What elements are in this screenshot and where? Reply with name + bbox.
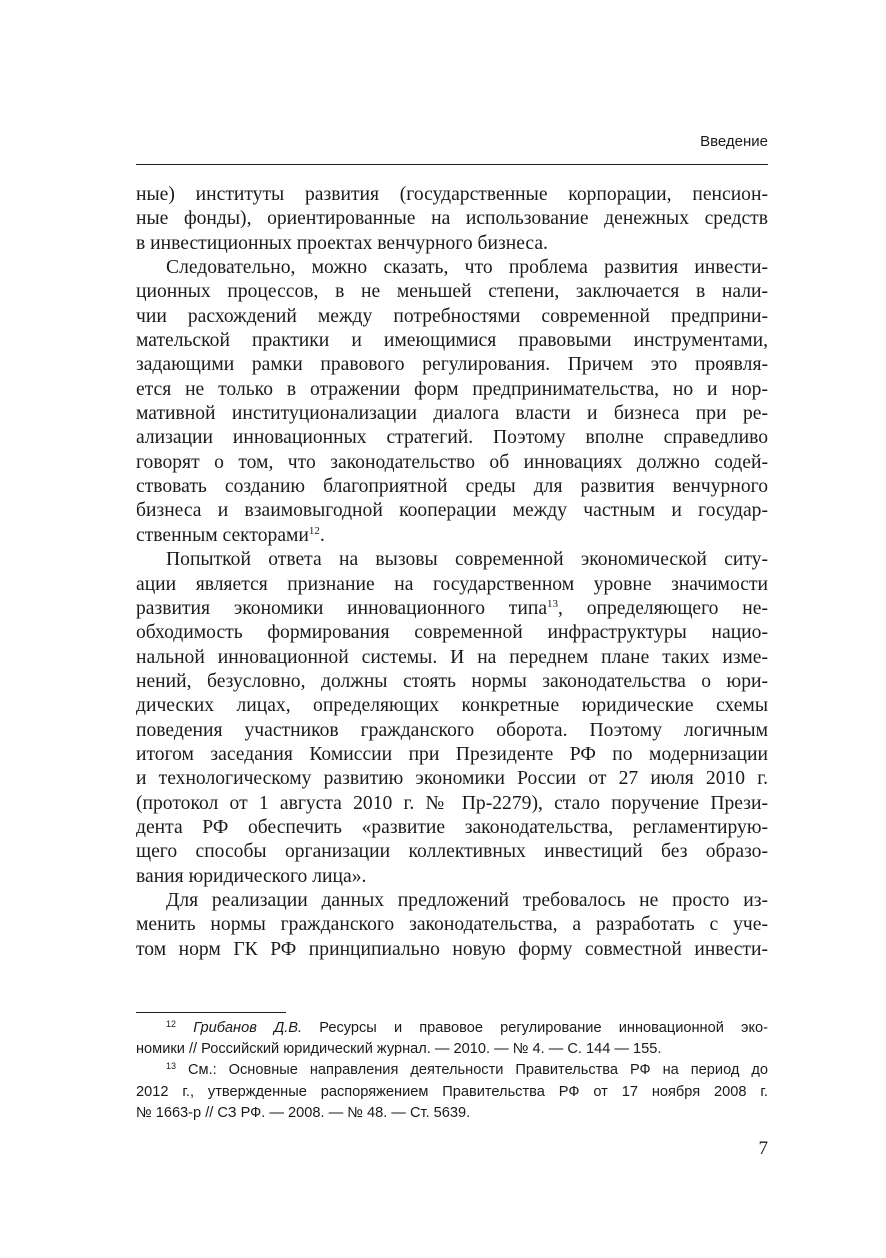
text-line: Попыткой ответа на вызовы современной экономической ситу- (166, 549, 768, 571)
text-line: щего способы организации коллективных инвестиций без образо- (136, 841, 768, 863)
text-line: ные) институты развития (государственные корпорации, пенсион- (136, 184, 768, 205)
text-line: Для реализации данных предложений требовалось не просто из- (166, 889, 768, 911)
text-line: ционных процессов, в не меньшей степени, заключается в нали- (136, 281, 768, 303)
text-fragment: ственным секторами (136, 524, 309, 546)
text-line: мательской практики и имеющимися правовыми инструментами, (136, 330, 768, 352)
text-line: номики // Российский юридический журнал. — 2010. — № 4. — С. 144 — 155. (136, 1041, 662, 1058)
body-text (136, 183, 768, 962)
text-line (136, 597, 768, 621)
text-line: чии расхождений между потребностями современной предприни- (136, 305, 768, 327)
text-line: говорят о том, что законодательство об инновациях должно содей- (136, 451, 768, 473)
text-fragment: Ресурсы и правовое регулирование инновационной эко- (302, 1020, 768, 1036)
text-line: ется не только в отражении форм предпринимательства, но и нор- (136, 378, 768, 400)
text-line: вания юридического лица». (136, 865, 367, 887)
running-head: Введение (700, 133, 768, 150)
text-line: нальной инновационной системы. И на переднем плане таких изме- (136, 646, 768, 668)
text-line: том норм ГК РФ принципиально новую форму совместной инвести- (136, 938, 768, 960)
footnote-13 (136, 1060, 768, 1124)
text-fragment: развития экономики инновационного типа (136, 597, 548, 619)
page-number: 7 (758, 1138, 768, 1159)
text-line: Следовательно, можно сказать, что проблема развития инвести- (166, 257, 768, 279)
text-fragment: , определяющего не- (558, 597, 768, 619)
text-line: задающими рамки правового регулирования. Причем это проявля- (136, 354, 768, 376)
text-line (136, 1018, 768, 1039)
header-rule (136, 164, 768, 165)
footnote-number: 12 (166, 1019, 177, 1029)
paragraph-3 (136, 548, 768, 889)
text-fragment: См.: Основные направления деятельности Правительства РФ на период до (176, 1062, 768, 1079)
text-line: ации является признание на государственном уровне значимости (136, 573, 768, 595)
text-line: № 1663-р // СЗ РФ. — 2008. — № 48. — Ст. 5639. (136, 1104, 471, 1121)
text-line: и технологическому развитию экономики России от 27 июля 2010 г. (136, 768, 768, 790)
text-line: поведения участников гражданского оборота. Поэтому логичным (136, 719, 768, 741)
footnote-12 (136, 1018, 768, 1060)
paragraph-1 (136, 183, 768, 256)
text-line: 2012 г., утвержденные распоряжением Правительства РФ от 17 ноября 2008 г. (136, 1083, 768, 1100)
text-line: ствовать созданию благоприятной среды для развития венчурного (136, 476, 768, 498)
text-line: мативной институционализации диалога власти и бизнеса при ре- (136, 403, 768, 425)
footnote-ref-13[interactable]: 13 (547, 597, 559, 610)
text-line: ные фонды), ориентированные на использование денежных средств (136, 208, 768, 230)
footnotes (136, 1018, 768, 1124)
paragraph-2 (136, 256, 768, 548)
text-line: бизнеса и взаимовыгодной кооперации между частным и государ- (136, 500, 768, 522)
text-line: нений, безусловно, должны стоять нормы законодательства о юри- (136, 670, 768, 692)
text-line: итогом заседания Комиссии при Президенте РФ по модернизации (136, 743, 768, 765)
footnote-author: Грибанов Д.В. (193, 1020, 303, 1036)
footnote-number: 13 (166, 1061, 177, 1072)
text-line: (протокол от 1 августа 2010 г. № Пр-2279), стало поручение Прези- (136, 792, 768, 814)
paragraph-4 (136, 889, 768, 962)
text-line: менить нормы гражданского законодательства, а разработать с уче- (136, 914, 768, 936)
footnote-rule (136, 1012, 286, 1013)
text-line: обходимость формирования современной инфраструктуры нацио- (136, 622, 768, 644)
text-line: ализации инновационных стратегий. Поэтому вполне справедливо (136, 427, 768, 449)
text-line (136, 1060, 768, 1081)
text-fragment: . (319, 524, 325, 546)
text-line: дических лицах, определяющих конкретные юридические схемы (136, 695, 768, 717)
text-line: дента РФ обеспечить «развитие законодательства, регламентирую- (136, 816, 768, 838)
footnote-ref-12[interactable]: 12 (308, 524, 320, 537)
text-line (136, 524, 768, 548)
text-line: в инвестиционных проектах венчурного бизнеса. (136, 232, 548, 254)
